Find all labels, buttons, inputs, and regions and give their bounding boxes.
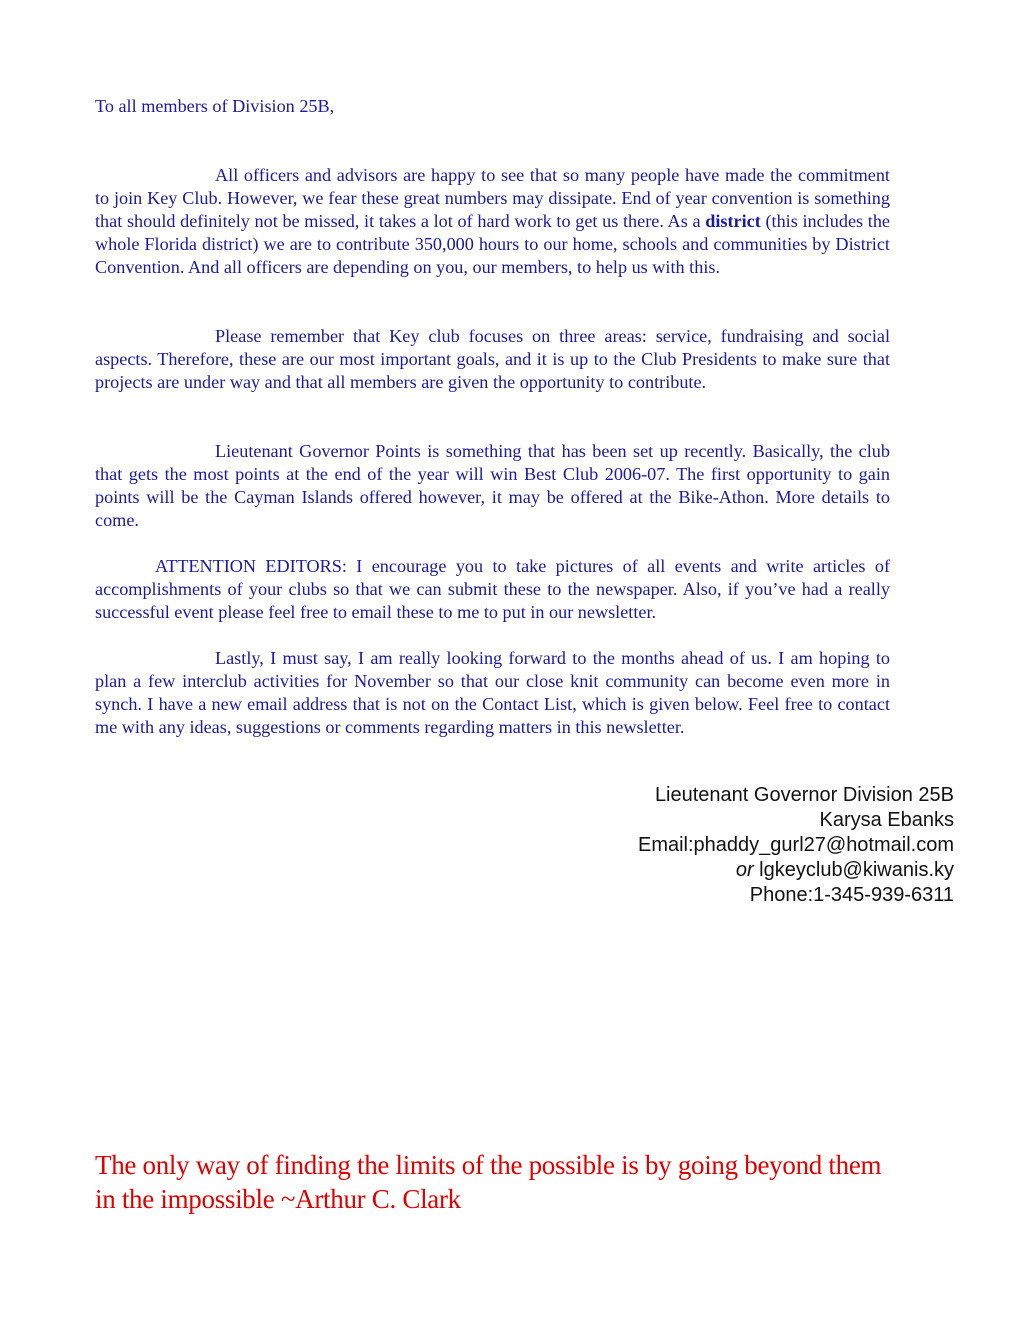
signature-phone: Phone:1-345-939-6311 [749, 884, 954, 906]
paragraph-commitment-text-1: All officers and advisors are happy to see that so many people have made the commitment to join Key Club. However, we fear these great numbers may dissipate. End of year convention is something that should definitely not be missed, it takes a lot of hard work to get us there. As a [95, 165, 890, 231]
paragraph-focus-areas: Please remember that Key club focuses on three areas: service, fundraising and social aspects. Therefore, these are our most important goals, and it is up to the Club Presidents to make sure that projects are under way and that all members are given the opportunity to contribute. [95, 326, 890, 392]
paragraph-editors: ATTENTION EDITORS: I encourage you to take pictures of all events and write articles of accomplishments of your clubs so that we can submit these to the newspaper. Also, if you’ve had a really successful event please feel free to email these to me to put in our newsletter. [95, 556, 890, 622]
closing-quote: The only way of finding the limits of the possible is by going beyond them in the impossible ~Arthur C. Clark [95, 1150, 882, 1214]
signature-title: Lieutenant Governor Division 25B [654, 784, 954, 806]
paragraph-commitment-text-2: (this includes the whole Florida district) we are to contribute 350,000 hours to our home, schools and communities by District Convention. And all officers are depending on you, our members, to help us with this. [95, 211, 890, 277]
signature-name: Karysa Ebanks [819, 809, 954, 831]
paragraph-commitment [95, 164, 890, 279]
salutation: To all members of Division 25B, [95, 96, 335, 116]
signature-alt-email-line [638, 858, 954, 883]
signature-block [638, 783, 954, 908]
signature-email: Email:phaddy_gurl27@hotmail.com [637, 834, 954, 856]
paragraph-points: Lieutenant Governor Points is something that has been set up recently. Basically, the club that gets the most points at the end of the year will win Best Club 2006-07. The first opportunity to gain points will be the Cayman Islands offered however, it may be offered at the Bike-Athon. More details to come. [95, 441, 890, 530]
signature-or: or [735, 859, 754, 881]
signature-alt-email: lgkeyclub@kiwanis.ky [753, 859, 954, 881]
district-bold-word: district [705, 211, 761, 231]
paragraph-closing: Lastly, I must say, I am really looking forward to the months ahead of us. I am hoping to plan a few interclub activities for November so that our close knit community can become even more in synch. I have a new email address that is not on the Contact List, which is given below. Feel free to contact me with any ideas, suggestions or comments regarding matters in this newsletter. [95, 648, 890, 737]
